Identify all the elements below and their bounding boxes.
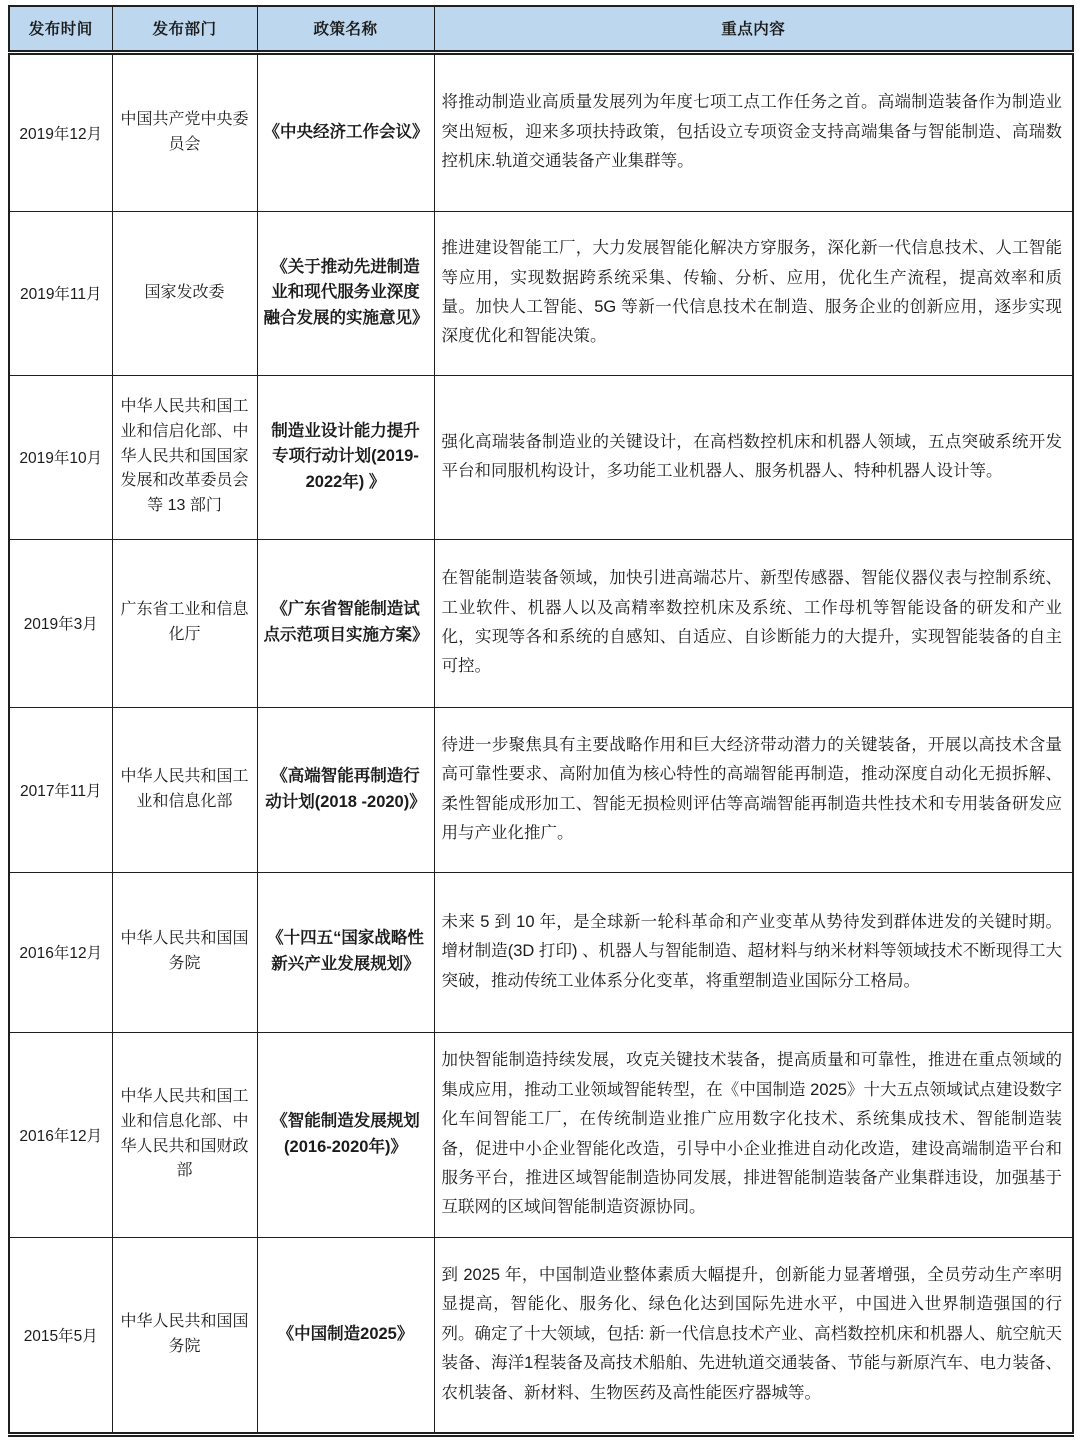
- cell-key-content: 加快智能制造持续发展，攻克关键技术装备，提高质量和可靠性，推进在重点领域的集成应用，推动工业领域智能转型，在《中国制造 2025》十大五点领域试点建设数字化车间智能工厂，在传统制造业推广应用数字化技术、系统集成技术、智能制造装备，促进中小企业智能化改造，引导中小企业推进自动化改造，建设高端制造平台和服务平台，推进区域智能制造协同发展，排进智能制造装备产业集群违设，加强基于互联网的区域间智能制造资源协同。: [434, 1032, 1073, 1237]
- cell-publish-dept: 中华人民共和国国务院: [112, 872, 257, 1032]
- cell-publish-date: 2017年11月: [9, 707, 112, 872]
- cell-publish-date: 2019年3月: [9, 539, 112, 707]
- cell-publish-dept: 广东省工业和信息化厅: [112, 539, 257, 707]
- cell-publish-date: 2019年10月: [9, 375, 112, 539]
- cell-policy-name: 《广东省智能制造试点示范项目实施方案》: [257, 539, 434, 707]
- cell-key-content: 到 2025 年，中国制造业整体素质大幅提升，创新能力显著增强，全员劳动生产率明显提高，智能化、服务化、绿色化达到国际先进水平，中国进入世界制造强国的行列。确定了十大领域，包括: 新一代信息技术产业、高档数控机床和机器人、航空航天装备、海洋1程装备及高技术船舶、先进轨道交通装备、节能与新原汽车、电力装备、农机装备、新材料、生物医药及高性能医疗器城等。: [434, 1237, 1073, 1434]
- header-policy-name: 政策名称: [257, 6, 434, 52]
- cell-publish-date: 2019年12月: [9, 52, 112, 211]
- header-publish-dept: 发布部门: [112, 6, 257, 52]
- cell-key-content: 将推动制造业高质量发展列为年度七项工点工作任务之首。高端制造装备作为制造业突出短板，迎来多项扶持政策，包括设立专项资金支持高端集备与智能制造、高瑞数控机床.轨道交通装备产业集群等。: [434, 52, 1073, 211]
- header-key-content: 重点内容: [434, 6, 1073, 52]
- cell-publish-dept: 国家发改委: [112, 211, 257, 375]
- cell-publish-dept: 中华人民共和国工业和信息化部、中华人民共和国财政部: [112, 1032, 257, 1237]
- cell-publish-date: 2019年11月: [9, 211, 112, 375]
- table-row: [9, 1237, 1073, 1434]
- header-row: [9, 6, 1073, 52]
- cell-policy-name: 《高端智能再制造行动计划(2018 -2020)》: [257, 707, 434, 872]
- cell-publish-dept: 中华人民共和国国务院: [112, 1237, 257, 1434]
- cell-publish-date: 2015年5月: [9, 1237, 112, 1434]
- cell-key-content: 未来 5 到 10 年，是全球新一轮科革命和产业变革从势待发到群体进发的关键时期。增材制造(3D 打印) 、机器人与智能制造、超材料与纳米材料等领域技术不断现得工大突破，推动传统工业体系分化变革，将重塑制造业国际分工格局。: [434, 872, 1073, 1032]
- table-row: [9, 872, 1073, 1032]
- cell-key-content: 强化高瑞装备制造业的关键设计，在高档数控机床和机器人领域，五点突破系统开发平台和同服机构设计，多功能工业机器人、服务机器人、特种机器人设计等。: [434, 375, 1073, 539]
- table-row: [9, 539, 1073, 707]
- cell-policy-name: 《十四五“国家战略性新兴产业发展规划》: [257, 872, 434, 1032]
- table-row: [9, 707, 1073, 872]
- cell-policy-name: 《中国制造2025》: [257, 1237, 434, 1434]
- cell-key-content: 推进建设智能工厂，大力发展智能化解决方穿服务，深化新一代信息技术、人工智能等应用，实现数据跨系统采集、传输、分析、应用，优化生产流程，提高效率和质量。加快人工智能、5G 等新一代信息技术在制造、服务企业的创新应用，逐步实现深度优化和智能决策。: [434, 211, 1073, 375]
- cell-policy-name: 制造业设计能力提升专项行动计划(2019-2022年) 》: [257, 375, 434, 539]
- cell-key-content: 待进一步聚焦具有主要战略作用和巨大经济带动潜力的关键装备，开展以高技术含量高可靠性要求、高附加值为核心特性的高端智能再制造，推动深度自动化无损拆解、柔性智能成形加工、智能无损检则评估等高端智能再制造共性技术和专用装备研发应用与产业化推广。: [434, 707, 1073, 872]
- policy-table: [8, 5, 1074, 1437]
- table-row: [9, 1032, 1073, 1237]
- cell-key-content: 在智能制造装备领域，加快引进高端芯片、新型传感器、智能仪器仪表与控制系统、工业软件、机器人以及高精率数控机床及系统、工作母机等智能设备的研发和产业化，实现等各和系统的自感知、自适应、自诊断能力的大提升，实现智能装备的自主可控。: [434, 539, 1073, 707]
- cell-publish-dept: 中华人民共和国工业和信息化部: [112, 707, 257, 872]
- table-row: [9, 375, 1073, 539]
- cell-policy-name: 《中央经济工作会议》: [257, 52, 434, 211]
- cell-policy-name: 《关于推动先进制造业和现代服务业深度融合发展的实施意见》: [257, 211, 434, 375]
- cell-publish-date: 2016年12月: [9, 872, 112, 1032]
- header-publish-date: 发布时间: [9, 6, 112, 52]
- cell-publish-date: 2016年12月: [9, 1032, 112, 1237]
- cell-publish-dept: 中国共产党中央委员会: [112, 52, 257, 211]
- cell-publish-dept: 中华人民共和国工业和信启化部、中华人民共和国国家发展和改革委员会等 13 部门: [112, 375, 257, 539]
- table-row: [9, 211, 1073, 375]
- table-row: [9, 52, 1073, 211]
- cell-policy-name: 《智能制造发展规划(2016-2020年)》: [257, 1032, 434, 1237]
